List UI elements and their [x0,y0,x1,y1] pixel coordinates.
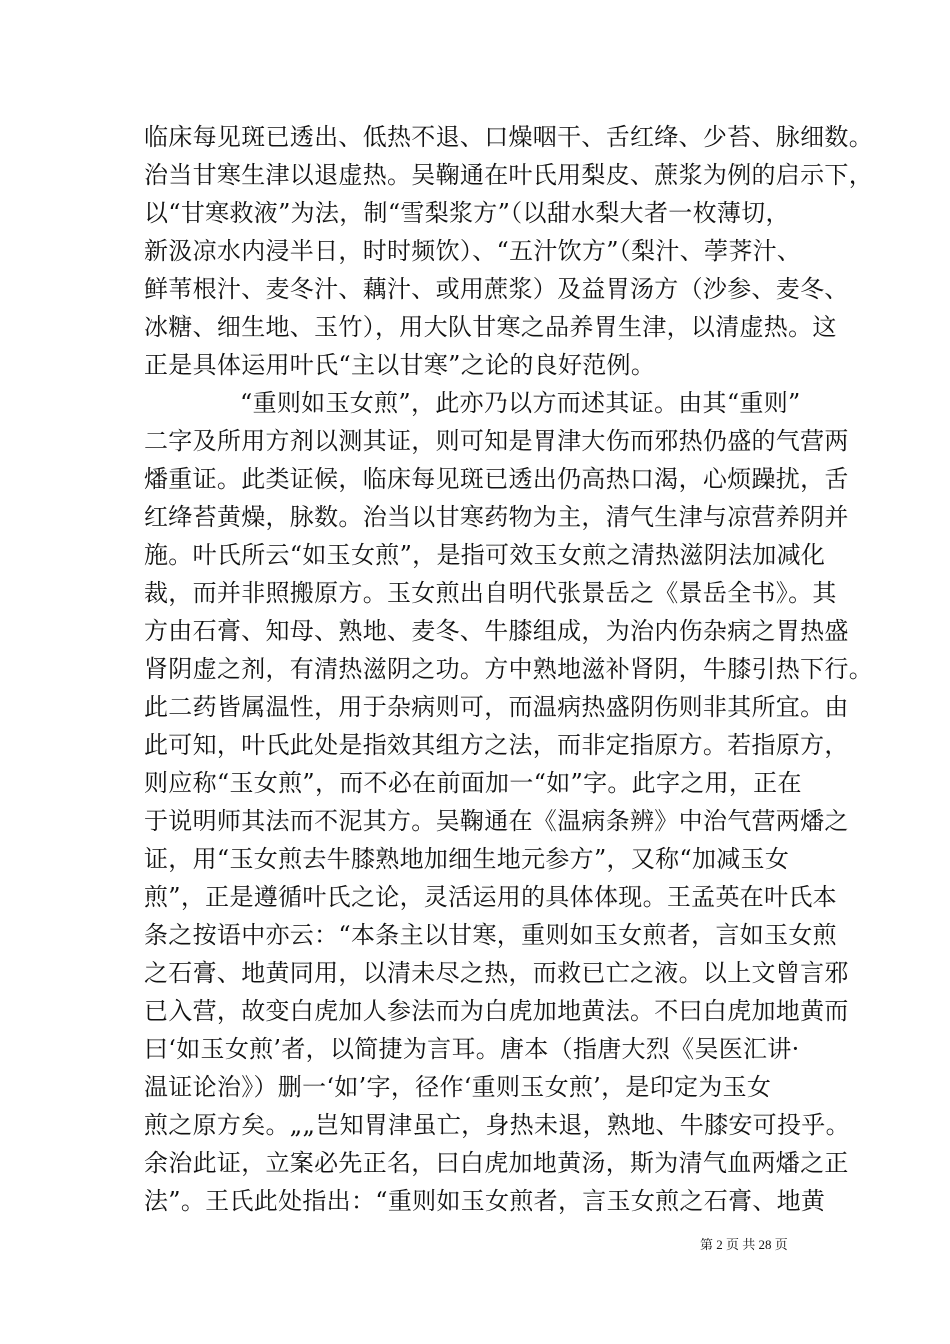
text-line: 曰‘如玉女煎’者，以简捷为言耳。唐本（指唐大烈《吴医汇讲· [144,1035,800,1063]
page-number-footer: 第 2 页 共 28 页 [700,1237,788,1252]
text-line: 法”。王氏此处指出：“重则如玉女煎者，言玉女煎之石膏、地黄 [144,1187,826,1215]
text-line: 鲜苇根汁、麦冬汁、藕汁、或用蔗浆）及益胃汤方（沙参、麦冬、 [144,275,849,303]
text-line: 肾阴虚之剂，有清热滋阴之功。方中熟地滋补肾阴，牛膝引热下行。 [144,655,873,683]
text-line: 条之按语中亦云：“本条主以甘寒，重则如玉女煎者，言如玉女煎 [144,921,837,949]
text-line: 证，用“玉女煎去牛膝熟地加细生地元参方”，又称“加减玉女 [144,845,790,873]
text-line: 之石膏、地黄同用，以清未尽之热，而救已亡之液。以上文曾言邪 [144,959,849,987]
text-line: 冰糖、细生地、玉竹），用大队甘寒之品养胃生津，以清虚热。这 [144,313,837,341]
text-line: 裁，而并非照搬原方。玉女煎出自明代张景岳之《景岳全书》。其 [144,579,837,607]
text-line: 于说明师其法而不泥其方。吴鞠通在《温病条辨》中治气营两燔之 [144,807,849,835]
text-line: 余治此证，立案必先正名，曰白虎加地黄汤，斯为清气血两燔之正 [144,1149,849,1177]
text-line: 红绛苔黄燥，脉数。治当以甘寒药物为主，清气生津与凉营养阴并 [144,503,849,531]
text-line: 施。叶氏所云“如玉女煎”，是指可效玉女煎之清热滋阴法加减化 [144,541,826,569]
text-line: 临床每见斑已透出、低热不退、口燥咽干、舌红绛、少苔、脉细数。 [144,123,873,151]
text-line: 正是具体运用叶氏“主以甘寒”之论的良好范例。 [144,351,656,379]
text-line: 二字及所用方剂以测其证，则可知是胃津大伤而邪热仍盛的气营两 [144,427,849,455]
text-line: 以“甘寒救液”为法，制“雪梨浆方”（以甜水梨大者一枚薄切， [144,199,790,227]
text-line: 已入营，故变白虎加人参法而为白虎加地黄法。不曰白虎加地黄而 [144,997,849,1025]
text-line: 则应称“玉女煎”，而不必在前面加一“如”字。此字之用，正在 [144,769,802,797]
paragraph-first-line: “重则如玉女煎”，此亦乃以方而述其证。由其“重则” [240,389,801,417]
text-line: 温证论治》）删一‘如’字，径作‘重则玉女煎’，是印定为玉女 [144,1073,772,1101]
text-line: 新汲凉水内浸半日，时时频饮）、“五汁饮方”（梨汁、荸荠汁、 [144,237,802,265]
text-line: 此可知，叶氏此处是指效其组方之法，而非定指原方。若指原方， [144,731,849,759]
text-line: 煎”，正是遵循叶氏之论，灵活运用的具体体现。王孟英在叶氏本 [144,883,837,911]
text-line: 此二药皆属温性，用于杂病则可，而温病热盛阴伤则非其所宜。由 [144,693,849,721]
text-line: 治当甘寒生津以退虚热。吴鞠通在叶氏用梨皮、蔗浆为例的启示下， [144,161,873,189]
text-line: 燔重证。此类证候，临床每见斑已透出仍高热口渴，心烦躁扰，舌 [144,465,849,493]
text-line: 方由石膏、知母、熟地、麦冬、牛膝组成，为治内伤杂病之胃热盛 [144,617,849,645]
text-line: 煎之原方矣。„„岂知胃津虽亡，身热未退，熟地、牛膝安可投乎。 [144,1111,850,1139]
